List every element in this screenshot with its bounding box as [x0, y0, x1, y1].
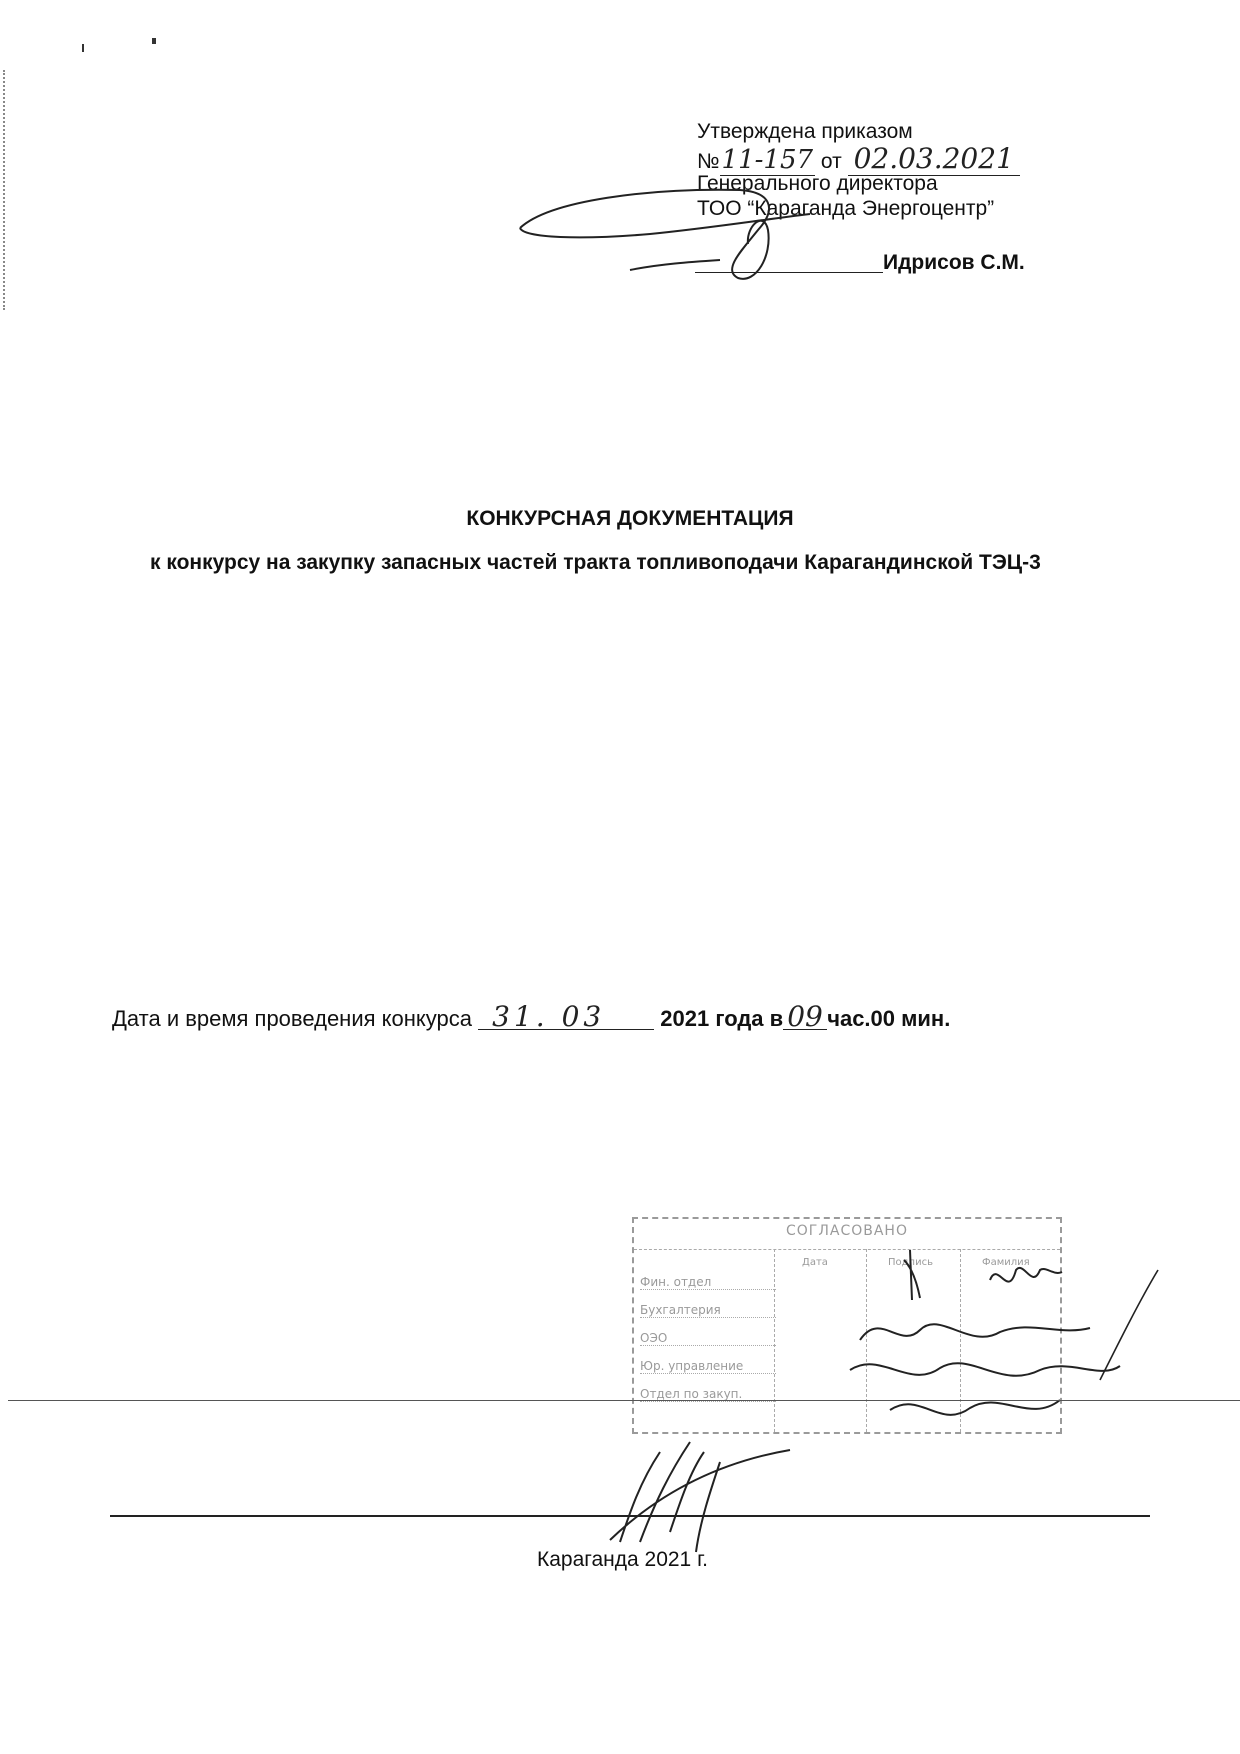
stamp-handwritten-signatures [840, 1240, 1170, 1440]
approval-number-value: 11-157 [721, 145, 814, 175]
approval-date-prefix: от [820, 150, 842, 173]
approval-number-prefix: № [697, 150, 720, 173]
competition-time-suffix: час.00 мин. [827, 1006, 951, 1031]
document-title: КОНКУРСНАЯ ДОКУМЕНТАЦИЯ [466, 507, 794, 530]
competition-date-value: 31. 03 [478, 1004, 654, 1030]
approval-date-value: 02.03.2021 [848, 142, 1020, 176]
approval-signer: Идрисов С.М. [883, 251, 1025, 274]
competition-date-line [112, 1000, 951, 1033]
stamp-row-label: ОЭО [640, 1331, 776, 1346]
footer-line [110, 1515, 1150, 1517]
competition-year-text: 2021 года в [660, 1006, 784, 1031]
stamp-row-label: Юр. управление [640, 1359, 776, 1374]
stamp-title: СОГЛАСОВАНО [786, 1223, 908, 1239]
approval-line-4: ТОО “Караганда Энергоцентр” [697, 197, 995, 220]
approval-line-3: Генерального директора [697, 172, 938, 195]
scan-speck [152, 38, 156, 44]
competition-hour-value: 09 [783, 1004, 827, 1030]
stamp-row-label: Бухгалтерия [640, 1303, 776, 1318]
stamp-row-label: Отдел по закуп. [640, 1387, 776, 1402]
stamp-column-surname: Фамилия [982, 1257, 1030, 1268]
approval-line-1: Утверждена приказом [697, 120, 913, 143]
scan-edge-marks [3, 70, 7, 310]
scan-speck [82, 44, 84, 52]
stamp-row-label: Фин. отдел [640, 1275, 776, 1290]
document-subtitle: к конкурсу на закупку запасных частей тракта топливоподачи Карагандинской ТЭЦ-3 [150, 551, 1041, 574]
footer-signature [600, 1422, 800, 1562]
stamp-column-signature: Подпись [888, 1257, 933, 1268]
page-rule [8, 1400, 1240, 1401]
stamp-column-date: Дата [802, 1257, 828, 1268]
director-signature [510, 160, 870, 300]
competition-date-label: Дата и время проведения конкурса [112, 1006, 473, 1031]
footer-city-year: Караганда 2021 г. [537, 1548, 708, 1571]
